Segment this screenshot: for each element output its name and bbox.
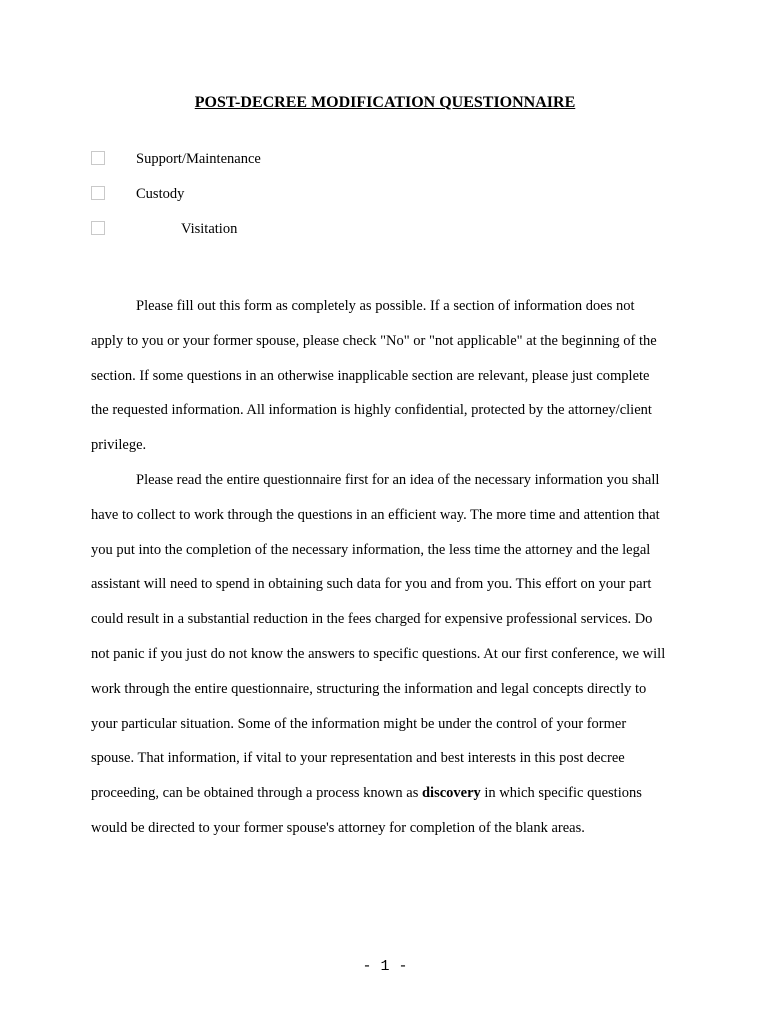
paragraph-line: the requested information. All information is highly confidential, protected by the attorney/client — [91, 402, 652, 419]
paragraph-line: Please read the entire questionnaire first for an idea of the necessary information you shall — [136, 471, 660, 488]
checkbox-label: Support/Maintenance — [136, 151, 261, 167]
paragraph-line: apply to you or your former spouse, please check "No" or "not applicable" at the beginning of the — [91, 332, 657, 349]
paragraph-line: assistant will need to spend in obtaining such data for you and from you. This effort on your part — [91, 576, 652, 593]
paragraph-line-discovery — [91, 776, 683, 811]
paragraph-line: have to collect to work through the questions in an efficient way. The more time and attention that — [91, 506, 660, 523]
paragraph-line: Please fill out this form as completely as possible. If a section of information does not — [136, 298, 635, 314]
page-number: - 1 - — [362, 958, 408, 975]
paragraph-line: privilege. — [91, 437, 147, 454]
paragraph-line: your particular situation. Some of the information might be under the control of your former — [91, 715, 627, 732]
paragraph-line: you put into the completion of the necessary information, the less time the attorney and the legal — [91, 541, 651, 558]
checkbox-visitation[interactable] — [91, 221, 105, 235]
text-segment: in which specific questions — [480, 785, 642, 802]
checkbox-custody[interactable] — [91, 186, 105, 200]
text-segment: proceeding, can be obtained through a process known as — [91, 785, 422, 802]
checkbox-label: Visitation — [181, 221, 238, 237]
checkbox-support-maintenance[interactable] — [91, 151, 105, 165]
paragraph-line: could result in a substantial reduction in the fees charged for expensive professional services. Do — [91, 611, 653, 628]
paragraph-line: not panic if you just do not know the answers to specific questions. At our first conference, we will — [91, 645, 666, 662]
checkbox-label: Custody — [136, 186, 185, 202]
instructions-body — [91, 289, 683, 846]
document-title: POST-DECREE MODIFICATION QUESTIONNAIRE — [194, 94, 576, 111]
paragraph-line: work through the entire questionnaire, structuring the information and legal concepts directly to — [91, 680, 647, 697]
discovery-term: discovery — [421, 785, 481, 802]
paragraph-line: spouse. That information, if vital to your representation and best interests in this post decree — [91, 750, 625, 767]
paragraph-line: would be directed to your former spouse's attorney for completion of the blank areas. — [91, 819, 585, 836]
paragraph-line: section. If some questions in an otherwise inapplicable section are relevant, please just complete — [91, 367, 650, 384]
